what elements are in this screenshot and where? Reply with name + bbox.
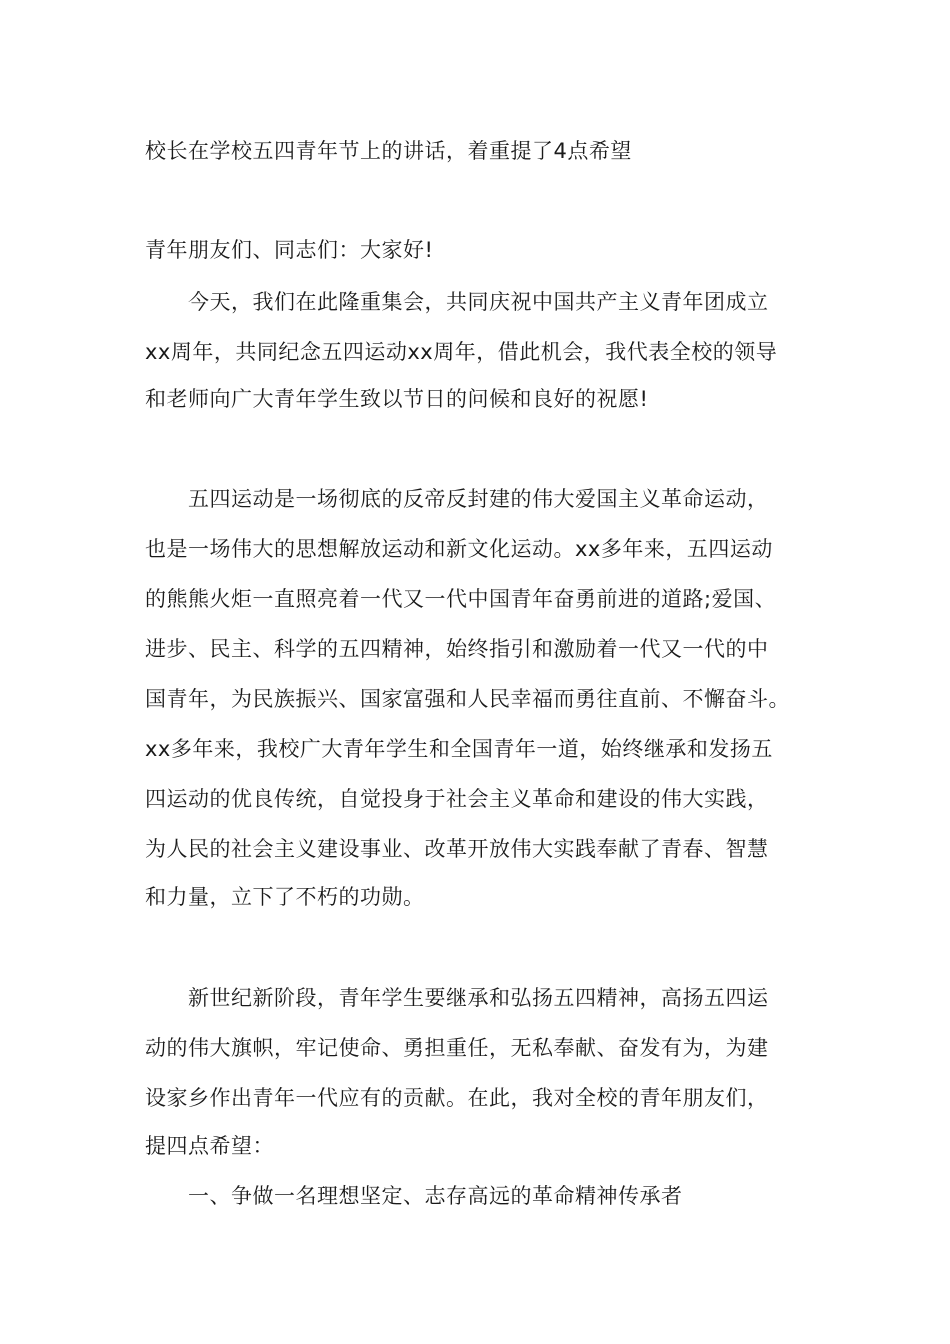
paragraph-2-line: 国青年，为民族振兴、国家富强和人民幸福而勇往直前、不懈奋斗。	[145, 687, 790, 711]
paragraph-3-line: 设家乡作出青年一代应有的贡献。在此，我对全校的青年朋友们，	[145, 1086, 769, 1110]
paragraph-1-line: 和老师向广大青年学生致以节日的问候和良好的祝愿!	[145, 387, 649, 411]
paragraph-2-line: 的熊熊火炬一直照亮着一代又一代中国青年奋勇前进的道路;爱国、	[145, 587, 777, 611]
paragraph-1-line: 今天，我们在此隆重集会，共同庆祝中国共产主义青年团成立	[188, 290, 769, 314]
section-heading-1: 一、争做一名理想坚定、志存高远的革命精神传承者	[188, 1184, 683, 1208]
paragraph-3-line: 动的伟大旗帜，牢记使命、勇担重任，无私奉献、奋发有为，为建	[145, 1036, 769, 1060]
paragraph-1-line: xx周年，共同纪念五四运动xx周年，借此机会，我代表全校的领导	[145, 340, 778, 364]
paragraph-2-line: 进步、民主、科学的五四精神，始终指引和激励着一代又一代的中	[145, 637, 769, 661]
paragraph-2-line: xx多年来，我校广大青年学生和全国青年一道，始终继承和发扬五	[145, 737, 773, 761]
paragraph-3-line: 新世纪新阶段，青年学生要继承和弘扬五四精神，高扬五四运	[188, 986, 769, 1010]
paragraph-2-line: 四运动的优良传统，自觉投身于社会主义革命和建设的伟大实践，	[145, 787, 769, 811]
paragraph-2-line: 五四运动是一场彻底的反帝反封建的伟大爱国主义革命运动，	[188, 487, 769, 511]
document-title: 校长在学校五四青年节上的讲话，着重提了4点希望	[145, 139, 632, 163]
paragraph-2-line: 也是一场伟大的思想解放运动和新文化运动。xx多年来，五四运动	[145, 537, 773, 561]
paragraph-3-line: 提四点希望：	[145, 1134, 274, 1158]
greeting: 青年朋友们、同志们：大家好!	[145, 238, 434, 262]
paragraph-2-line: 和力量，立下了不朽的功勋。	[145, 885, 425, 909]
paragraph-2-line: 为人民的社会主义建设事业、改革开放伟大实践奉献了青春、智慧	[145, 837, 769, 861]
